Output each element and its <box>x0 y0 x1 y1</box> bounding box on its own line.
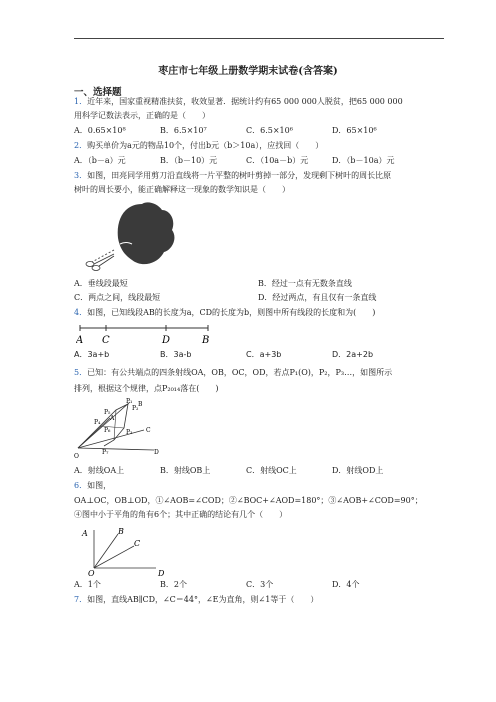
label-d: D <box>162 335 171 346</box>
q5-line2: 排列，根据这个规律，点P₂₀₁₄落在( ) <box>74 384 219 393</box>
ray-od <box>78 448 154 450</box>
q3-option-a: A．垂线段最短 <box>74 279 128 288</box>
q5-line1 <box>74 368 392 378</box>
q6-line2: OA⊥OC，OB⊥OD，①∠AOB=∠COD；②∠BOC+∠AOD=180°；③∠AOB+∠COD=90°； <box>74 496 423 505</box>
q7-line <box>74 595 318 605</box>
q6-number: 6． <box>74 481 88 490</box>
label-b: B <box>138 401 143 408</box>
q3-number: 3． <box>74 171 88 180</box>
q6-option-c: C．3个 <box>246 580 274 589</box>
label-c: C <box>134 539 141 548</box>
q2-option-a: A．（b－a）元 <box>74 156 126 165</box>
q3-option-b: B．经过一点有无数条直线 <box>258 279 352 288</box>
q1-options <box>74 126 418 136</box>
scissors-handle-2 <box>92 266 100 271</box>
ray-oc <box>94 546 134 568</box>
leaf-shape <box>118 202 175 264</box>
q2-option-b: B．（b－10）元 <box>160 156 218 165</box>
label-p6: P₆ <box>104 427 111 434</box>
q5-option-b: B．射线OB上 <box>160 466 211 475</box>
label-b: B <box>202 335 210 346</box>
q5-option-d: D．射线OD上 <box>332 466 384 475</box>
q3-text-1: 如图，田亮同学用剪刀沿直线将一片平整的树叶剪掉一部分，发现剩下树叶的周长比原 <box>87 171 392 180</box>
page-title: 枣庄市七年级上册数学期末试卷(含答案) <box>158 66 338 77</box>
q5-option-a: A．射线OA上 <box>74 466 125 475</box>
q7-text: 如图，直线AB∥CD，∠C＝44°，∠E为直角，则∠1等于（ ） <box>87 595 319 604</box>
header-rule <box>74 38 444 39</box>
q2-line <box>74 141 323 151</box>
q1-text-1: 近年来，国家重视精准扶贫，收效显著．据统计约有65 000 000人脱贫，把65 000 000 <box>87 97 403 106</box>
q6-options <box>74 580 418 590</box>
q3-option-c: C．两点之间，线段最短 <box>74 293 161 302</box>
q3-options-row2 <box>74 293 442 303</box>
q4-option-b: B．3a-b <box>160 350 192 359</box>
q6-line1 <box>74 481 111 491</box>
q6-option-a: A．1个 <box>74 580 101 589</box>
q1-option-a: A．0.65×10⁸ <box>74 126 126 135</box>
label-p4: P₄ <box>94 419 101 426</box>
q4-option-a: A．3a+b <box>74 350 110 359</box>
label-a: A <box>110 415 115 422</box>
label-a: A <box>82 529 88 538</box>
q3-line2: 树叶的周长要小，能正确解释这一现象的数学知识是（ ） <box>74 185 290 194</box>
q5-options <box>74 466 418 476</box>
q4-text: 如图，已知线段AB的长度为a，CD的长度为b，则图中所有线段的长度和为( ) <box>87 308 376 317</box>
q2-options <box>74 156 418 166</box>
q6-line3: ④图中小于平角的角有6个；其中正确的结论有几个（ ） <box>74 510 288 519</box>
q6-option-b: B．2个 <box>160 580 187 589</box>
q2-option-d: D．（b－10a）元 <box>332 156 395 165</box>
q2-text: 购买单价为a元的物品10个，付出b元（b＞10a），应找回（ ） <box>87 141 324 150</box>
q7-number: 7． <box>74 595 88 604</box>
q1-option-d: D．65×10⁶ <box>332 126 377 135</box>
q4-option-d: D．2a+2b <box>332 350 374 359</box>
leaf-scissors-figure <box>84 198 180 274</box>
q1-number: 1． <box>74 97 88 106</box>
q5-option-c: C．射线OC上 <box>246 466 297 475</box>
label-p1: P₁ <box>126 398 133 405</box>
q4-line <box>74 308 375 318</box>
q5-text-1: 已知：有公共端点的四条射线OA，OB，OC，OD，若点P₁(O)，P₂，P₃…，如图所示 <box>87 368 393 377</box>
q2-option-c: C．（10a－b）元 <box>246 156 309 165</box>
label-b: B <box>118 527 124 536</box>
q1-line2: 用科学记数法表示，正确的是（ ） <box>74 111 210 120</box>
perpendicular-rays-figure <box>74 524 174 576</box>
q4-number: 4． <box>74 308 88 317</box>
label-o: O <box>88 569 95 576</box>
scissors-handle-1 <box>86 262 94 267</box>
q1-option-b: B．6.5×10⁷ <box>160 126 207 135</box>
label-d: D <box>154 449 159 456</box>
q1-line1 <box>74 97 403 107</box>
ray-ob <box>94 534 118 568</box>
q4-option-c: C．a+3b <box>246 350 282 359</box>
q3-option-d: D．经过两点，有且仅有一条直线 <box>258 293 377 302</box>
q5-number: 5． <box>74 368 88 377</box>
rays-pattern-figure <box>74 398 184 460</box>
label-p2: P₂ <box>132 405 139 412</box>
q3-line1 <box>74 171 391 181</box>
label-c: C <box>102 335 110 346</box>
q6-option-d: D．4个 <box>332 580 360 589</box>
label-c: C <box>146 427 151 434</box>
q1-option-c: C．6.5×10⁶ <box>246 126 293 135</box>
label-p5: P₅ <box>104 409 111 416</box>
label-a: A <box>76 335 84 346</box>
label-d: D <box>158 569 165 576</box>
section-heading: 一、选择题 <box>74 87 122 98</box>
segment-figure <box>76 322 216 346</box>
label-p7: P₇ <box>102 449 109 456</box>
q2-number: 2． <box>74 141 88 150</box>
q4-options <box>74 350 418 360</box>
q3-options-row1 <box>74 279 442 289</box>
label-o: O <box>74 453 79 460</box>
q6-text-1: 如图， <box>87 481 112 490</box>
label-p3: P₃ <box>126 429 133 436</box>
